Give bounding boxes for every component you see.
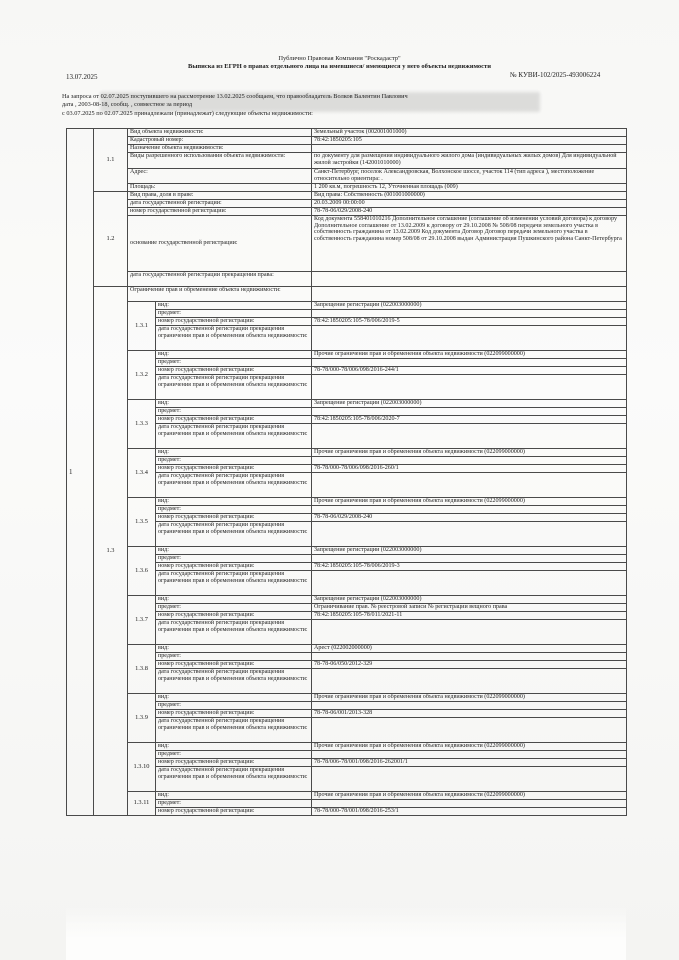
field-label: Ограничение прав и обременение объекта недвижимости: (128, 287, 312, 302)
table-row (67, 145, 627, 153)
restriction-number: 1.3.3 (128, 400, 156, 449)
table-row (67, 547, 627, 555)
field-value (312, 424, 627, 449)
field-value (312, 375, 627, 400)
field-value: Вид права: Собственность (001001000000) (312, 192, 627, 200)
field-label: дата государственной регистрации прекращения ограничения прав и обременения объекта недвижимости: (156, 326, 312, 351)
field-value: 1 200 кв.м, погрешность 12, Уточненная площадь (009) (312, 184, 627, 192)
field-value (312, 718, 627, 743)
section-number: 1.2 (94, 192, 128, 287)
table-row (67, 272, 627, 287)
table-row (67, 596, 627, 604)
field-value: Земельный участок (002001001000) (312, 129, 627, 137)
table-row (67, 184, 627, 192)
field-label: вид: (156, 792, 312, 800)
field-label: Назначение объекта недвижимости: (128, 145, 312, 153)
field-value (312, 272, 627, 287)
field-label: номер государственной регистрации: (156, 318, 312, 326)
field-label: номер государственной регистрации: (156, 759, 312, 767)
field-value (312, 751, 627, 759)
field-label: дата государственной регистрации прекращения ограничения прав и обременения объекта недвижимости: (156, 669, 312, 694)
field-value: 78:42:1850205:105 (312, 137, 627, 145)
field-value: 78:42:1850205:105-78/011/2021-11 (312, 612, 627, 620)
field-label: номер государственной регистрации: (156, 416, 312, 424)
field-label: предмет: (156, 604, 312, 612)
field-value: 78-78/000-78/006/098/2016-260/1 (312, 465, 627, 473)
field-label: предмет: (156, 359, 312, 367)
restriction-number: 1.3.9 (128, 694, 156, 743)
field-label: предмет: (156, 555, 312, 563)
field-value (312, 326, 627, 351)
table-row (67, 351, 627, 359)
field-label: дата государственной регистрации прекращения ограничения прав и обременения объекта недвижимости: (156, 375, 312, 400)
intro-line-1: На запроса от 02.07.2025 поступившего на рассмотрение 13.02.2025 сообщаем, что правообладатель Волков Валентин Павлович (62, 93, 408, 100)
field-value (312, 457, 627, 465)
field-label: дата государственной регистрации прекращения ограничения прав и обременения объекта недвижимости: (156, 620, 312, 645)
field-label: предмет: (156, 702, 312, 710)
field-label: номер государственной регистрации: (156, 710, 312, 718)
field-label: дата государственной регистрации прекращения ограничения прав и обременения объекта недвижимости: (156, 522, 312, 547)
restriction-number: 1.3.1 (128, 302, 156, 351)
field-label: номер государственной регистрации: (156, 661, 312, 669)
field-value: Арест (022002000000) (312, 645, 627, 653)
section-number: 1.3 (94, 287, 128, 816)
field-label: Вид объекта недвижимости: (128, 129, 312, 137)
field-value: 78-78-06/001/2013-328 (312, 710, 627, 718)
field-label: вид: (156, 449, 312, 457)
field-label: номер государственной регистрации: (156, 612, 312, 620)
field-label: дата государственной регистрации прекращения ограничения прав и обременения объекта недвижимости: (156, 571, 312, 596)
field-value: 78-78/000-78/006/098/2016-244/1 (312, 367, 627, 375)
restriction-number: 1.3.10 (128, 743, 156, 792)
field-value (312, 145, 627, 153)
field-value: 78-78-06/029/2008-240 (312, 514, 627, 522)
field-value: 78:42:1850205:105-78/006/2020-7 (312, 416, 627, 424)
organization-name: Публично Правовая Компания "Роскадастр" (278, 55, 401, 62)
restriction-number: 1.3.5 (128, 498, 156, 547)
field-label: дата государственной регистрации прекращения ограничения прав и обременения объекта недвижимости: (156, 767, 312, 792)
restriction-number: 1.3.2 (128, 351, 156, 400)
field-label: дата государственной регистрации прекращения ограничения прав и обременения объекта недвижимости: (156, 424, 312, 449)
field-label: предмет: (156, 653, 312, 661)
field-value: 78-78-06/029/2008-240 (312, 208, 627, 216)
field-value (312, 620, 627, 645)
field-label: вид: (156, 547, 312, 555)
field-value: Код документа 558401010216 Дополнительное соглашение (соглашение об изменении условий договора) к договору Дополнительное соглашение от 13.02.2009 к договору от 29.10.2008 № 508/08 передачи земельного участка в собственность гражданина от 13.02.2009 Код документа Договор Договор передачи земельного участка в собственность гражданина номер 508/08 от 29.10.2008 выдан Администрация Пушкинского района Санкт-Петербурга (312, 216, 627, 272)
field-value (312, 800, 627, 808)
field-label: Кадастровый номер: (128, 137, 312, 145)
document-title: Выписка из ЕГРН о правах отдельного лица на имевшиеся/ имеющиеся у него объекты недвижимости (188, 63, 491, 70)
field-label: Виды разрешенного использования объекта недвижимости: (128, 153, 312, 169)
field-label: дата государственной регистрации: (128, 200, 312, 208)
table-row (67, 743, 627, 751)
field-label: дата государственной регистрации прекращения ограничения прав и обременения объекта недвижимости: (156, 718, 312, 743)
restriction-number: 1.3.7 (128, 596, 156, 645)
field-value: Запрещение регистрации (022003000000) (312, 302, 627, 310)
field-value: Запрещение регистрации (022003000000) (312, 596, 627, 604)
table-row (67, 645, 627, 653)
document-number: № КУВИ-102/2025-493006224 (510, 71, 601, 79)
object-number: 1 (67, 129, 94, 816)
field-value: Прочие ограничения прав и обременения объекта недвижимости (022099000000) (312, 449, 627, 457)
field-label: дата государственной регистрации прекращения права: (128, 272, 312, 287)
field-label: вид: (156, 596, 312, 604)
field-label: вид: (156, 645, 312, 653)
table-row (67, 129, 627, 137)
field-value: Ограничивание прав. № реестровой записи № регистрации вещного права (312, 604, 627, 612)
field-label: вид: (156, 694, 312, 702)
field-value (312, 522, 627, 547)
field-value: Запрещение регистрации (022003000000) (312, 400, 627, 408)
restriction-number: 1.3.4 (128, 449, 156, 498)
field-label: номер государственной регистрации: (156, 465, 312, 473)
field-label: номер государственной регистрации: (156, 563, 312, 571)
table-row (67, 208, 627, 216)
field-value: 78-78/000-78/001/098/2016-253/1 (312, 808, 627, 816)
field-label: предмет: (156, 408, 312, 416)
intro-line-3: с 03.07.2025 по 02.07.2025 принадлежали (принадлежат) следующие объекты недвижимости: (62, 110, 313, 117)
field-value: по документу для размещения индивидуального жилого дома (индивидуальных жилых домов) Для индивидуальной жилой застройки (142001010000) (312, 153, 627, 169)
table-row (67, 498, 627, 506)
field-label: дата государственной регистрации прекращения ограничения прав и обременения объекта недвижимости: (156, 473, 312, 498)
field-label: номер государственной регистрации: (156, 514, 312, 522)
table-row (67, 302, 627, 310)
field-label: предмет: (156, 800, 312, 808)
redaction-blur (100, 92, 540, 112)
table-row (67, 200, 627, 208)
field-value: Прочие ограничения прав и обременения объекта недвижимости (022099000000) (312, 743, 627, 751)
table-row (67, 192, 627, 200)
field-value (312, 555, 627, 563)
field-value: 20.03.2009 00:00:00 (312, 200, 627, 208)
field-value: Прочие ограничения прав и обременения объекта недвижимости (022099000000) (312, 694, 627, 702)
table-row (67, 792, 627, 800)
field-label: предмет: (156, 457, 312, 465)
table-row (67, 169, 627, 184)
restriction-number: 1.3.6 (128, 547, 156, 596)
field-value (312, 359, 627, 367)
restriction-number: 1.3.8 (128, 645, 156, 694)
field-value (312, 653, 627, 661)
document-date: 13.07.2025 (66, 73, 98, 81)
field-label: номер государственной регистрации: (128, 208, 312, 216)
property-table (66, 128, 627, 816)
field-label: Площадь: (128, 184, 312, 192)
table-row (67, 153, 627, 169)
field-label: предмет: (156, 506, 312, 514)
field-value (312, 287, 627, 302)
table-row (67, 449, 627, 457)
field-label: номер государственной регистрации: (156, 367, 312, 375)
table-row (67, 216, 627, 272)
field-value: 78-78/006-78/001/098/2016-262001/1 (312, 759, 627, 767)
field-value (312, 571, 627, 596)
field-value: 78:42:1850205:105-78/006/2019-3 (312, 563, 627, 571)
field-value: Санкт-Петербург, поселок Александровская, Волхонское шоссе, участок 114 (тип адреса ), местоположение относительно ориентира: . (312, 169, 627, 184)
field-value: Прочие ограничения прав и обременения объекта недвижимости (022099000000) (312, 792, 627, 800)
field-value: Прочие ограничения прав и обременения объекта недвижимости (022099000000) (312, 498, 627, 506)
page-bottom-fade (66, 906, 626, 960)
field-label: вид: (156, 400, 312, 408)
field-label: Вид права, доля в праве: (128, 192, 312, 200)
field-value: 78-78-06/050/2012-329 (312, 661, 627, 669)
field-value (312, 506, 627, 514)
field-label: вид: (156, 302, 312, 310)
restriction-number: 1.3.11 (128, 792, 156, 816)
section-number: 1.1 (94, 129, 128, 192)
field-value (312, 408, 627, 416)
intro-line-2: дата , 2003-08-18, сообщ. , совместное за период (62, 101, 193, 108)
field-label: Адрес: (128, 169, 312, 184)
field-value: 78:42:1850205:105-78/006/2019-5 (312, 318, 627, 326)
field-value: Прочие ограничения прав и обременения объекта недвижимости (022099000000) (312, 351, 627, 359)
field-value (312, 669, 627, 694)
field-label: вид: (156, 498, 312, 506)
field-value (312, 702, 627, 710)
table-row (67, 137, 627, 145)
field-label: номер государственной регистрации: (156, 808, 312, 816)
field-value (312, 473, 627, 498)
table-row (67, 694, 627, 702)
field-label: предмет: (156, 751, 312, 759)
field-label: вид: (156, 351, 312, 359)
field-value: Запрещение регистрации (022003000000) (312, 547, 627, 555)
field-label: вид: (156, 743, 312, 751)
field-label: предмет: (156, 310, 312, 318)
table-row (67, 287, 627, 302)
field-value (312, 767, 627, 792)
field-value (312, 310, 627, 318)
table-row (67, 400, 627, 408)
field-label: основание государственной регистрации: (128, 216, 312, 272)
